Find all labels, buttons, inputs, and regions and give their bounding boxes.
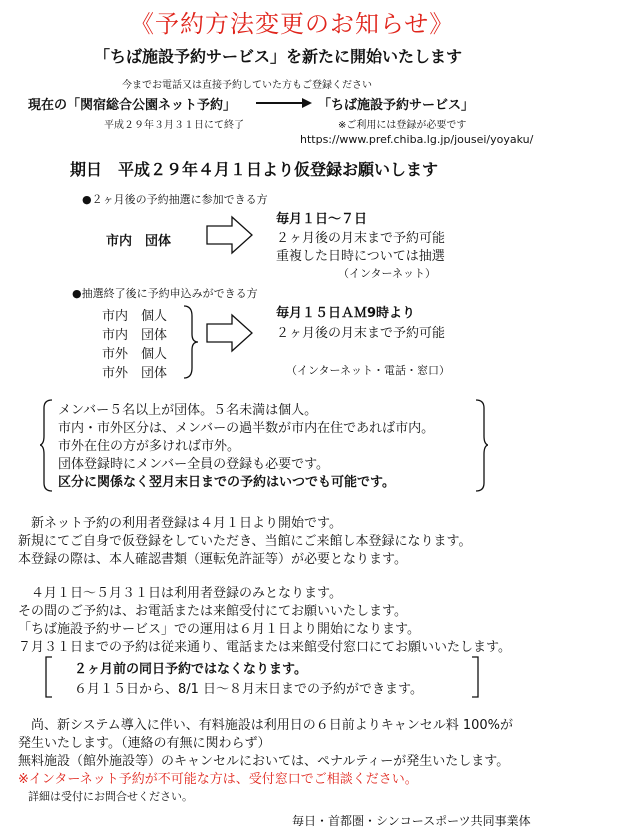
current-prefix: 現在の (28, 98, 68, 113)
note-2: 市内・市外区分は、メンバーの過半数が市内在住であれば市内。 (58, 421, 435, 436)
schedule-2: その間のご予約は、お電話または来館受付にてお願いいたします。 (18, 604, 407, 619)
headline: 「ちば施設予約サービス」を新たに開始いたします (94, 47, 463, 66)
register-note: 今までお電話又は直接予約していた方もご登録ください (122, 80, 372, 91)
new-system-note: ※ご利用には登録が必要です (338, 120, 467, 131)
group1-note: （インターネット） (338, 267, 437, 280)
group2-heading: ●抽選終了後に予約申込みができる方 (72, 287, 258, 300)
group2-brace-icon (180, 304, 200, 380)
caption-line2: ６月１５日から、8/1 日～８月末日までの予約ができます。 (74, 682, 424, 697)
cancel-1: 尚、新システム導入に伴い、有料施設は利用日の６日前よりキャンセル料 100%が (18, 718, 513, 733)
note-1: メンバー５名以上が団体。５名未満は個人。 (58, 403, 318, 418)
right-arrow-icon (256, 95, 314, 111)
phone-notice: ※インターネット予約が不可能な方は、受付窓口でご相談ください。 (18, 772, 418, 787)
schedule-1: ４月１日～５月３１日は利用者登録のみとなります。 (18, 586, 342, 601)
footer-organization: 毎日・首都圏・シンコースポーツ共同事業体 (292, 814, 531, 828)
cancel-2: 発生いたします。（連絡の有無に関わらず） (18, 736, 271, 751)
registration-1: 新ネット予約の利用者登録は４月１日より開始です。 (18, 516, 342, 531)
old-system-name: 「関宿総合公園ネット予約」 (67, 98, 237, 113)
group2-who-1: 市内 個人 (102, 309, 168, 324)
schedule-3: 「ちば施設予約サービス」での運用は６月１日より開始になります。 (18, 622, 420, 637)
group2-note: （インターネット・電話・窓口） (286, 364, 451, 377)
group2-who-3: 市外 個人 (102, 347, 168, 362)
group2-who-4: 市外 団体 (102, 366, 168, 381)
inquiry: 詳細は受付にお問合せください。 (28, 790, 193, 803)
service-url[interactable]: https://www.pref.chiba.lg.jp/jousei/yoyaku/ (300, 133, 534, 146)
caption-line1: ２ヶ月前の同日予約ではなくなります。 (74, 662, 307, 677)
transition-current (28, 94, 236, 113)
block-arrow-icon (206, 313, 254, 353)
period: 期日 平成２９年４月１日より仮登録お願いします (70, 160, 439, 179)
note-3: 市外在住の方が多ければ市外。 (58, 439, 241, 454)
note-5: 区分に関係なく翌月末日までの予約はいつでも可能です。 (58, 475, 395, 490)
registration-3: 本登録の際は、本人確認書類（運転免許証等）が必要となります。 (18, 552, 407, 567)
page-title: 《予約方法変更のお知らせ》 (130, 10, 455, 38)
schedule-4: ７月３１日までの予約は従来通り、電話または来館受付窓口にてお願いいたします。 (18, 640, 511, 655)
registration-2: 新規にてご自身で仮登録をしていただき、当館にご来館し本登録になります。 (18, 534, 472, 549)
old-system-end: 平成２９年３月３１日にて終了 (104, 120, 244, 131)
block-arrow-icon (206, 215, 254, 255)
group1-line1: 毎月１日～７日 (276, 212, 368, 227)
cancel-3: 無料施設（館外施設等）のキャンセルにおいては、ペナルティーが発生いたします。 (18, 754, 510, 769)
group1-who: 市内 団体 (106, 234, 172, 249)
group1-line3: 重複した日時については抽選 (276, 249, 445, 264)
group2-who-2: 市内 団体 (102, 328, 168, 343)
new-system-name: 「ちば施設予約サービス」 (318, 98, 475, 113)
note-4: 団体登録時にメンバー全員の登録も必要です。 (58, 457, 330, 472)
group2-line1: 毎月１５日ＡＭ9時より (276, 306, 416, 321)
group2-line2: ２ヶ月後の月末まで予約可能 (276, 326, 446, 341)
group1-line2: ２ヶ月後の月末まで予約可能 (276, 231, 446, 246)
group1-heading: ●２ヶ月後の予約抽選に参加できる方 (82, 193, 268, 206)
